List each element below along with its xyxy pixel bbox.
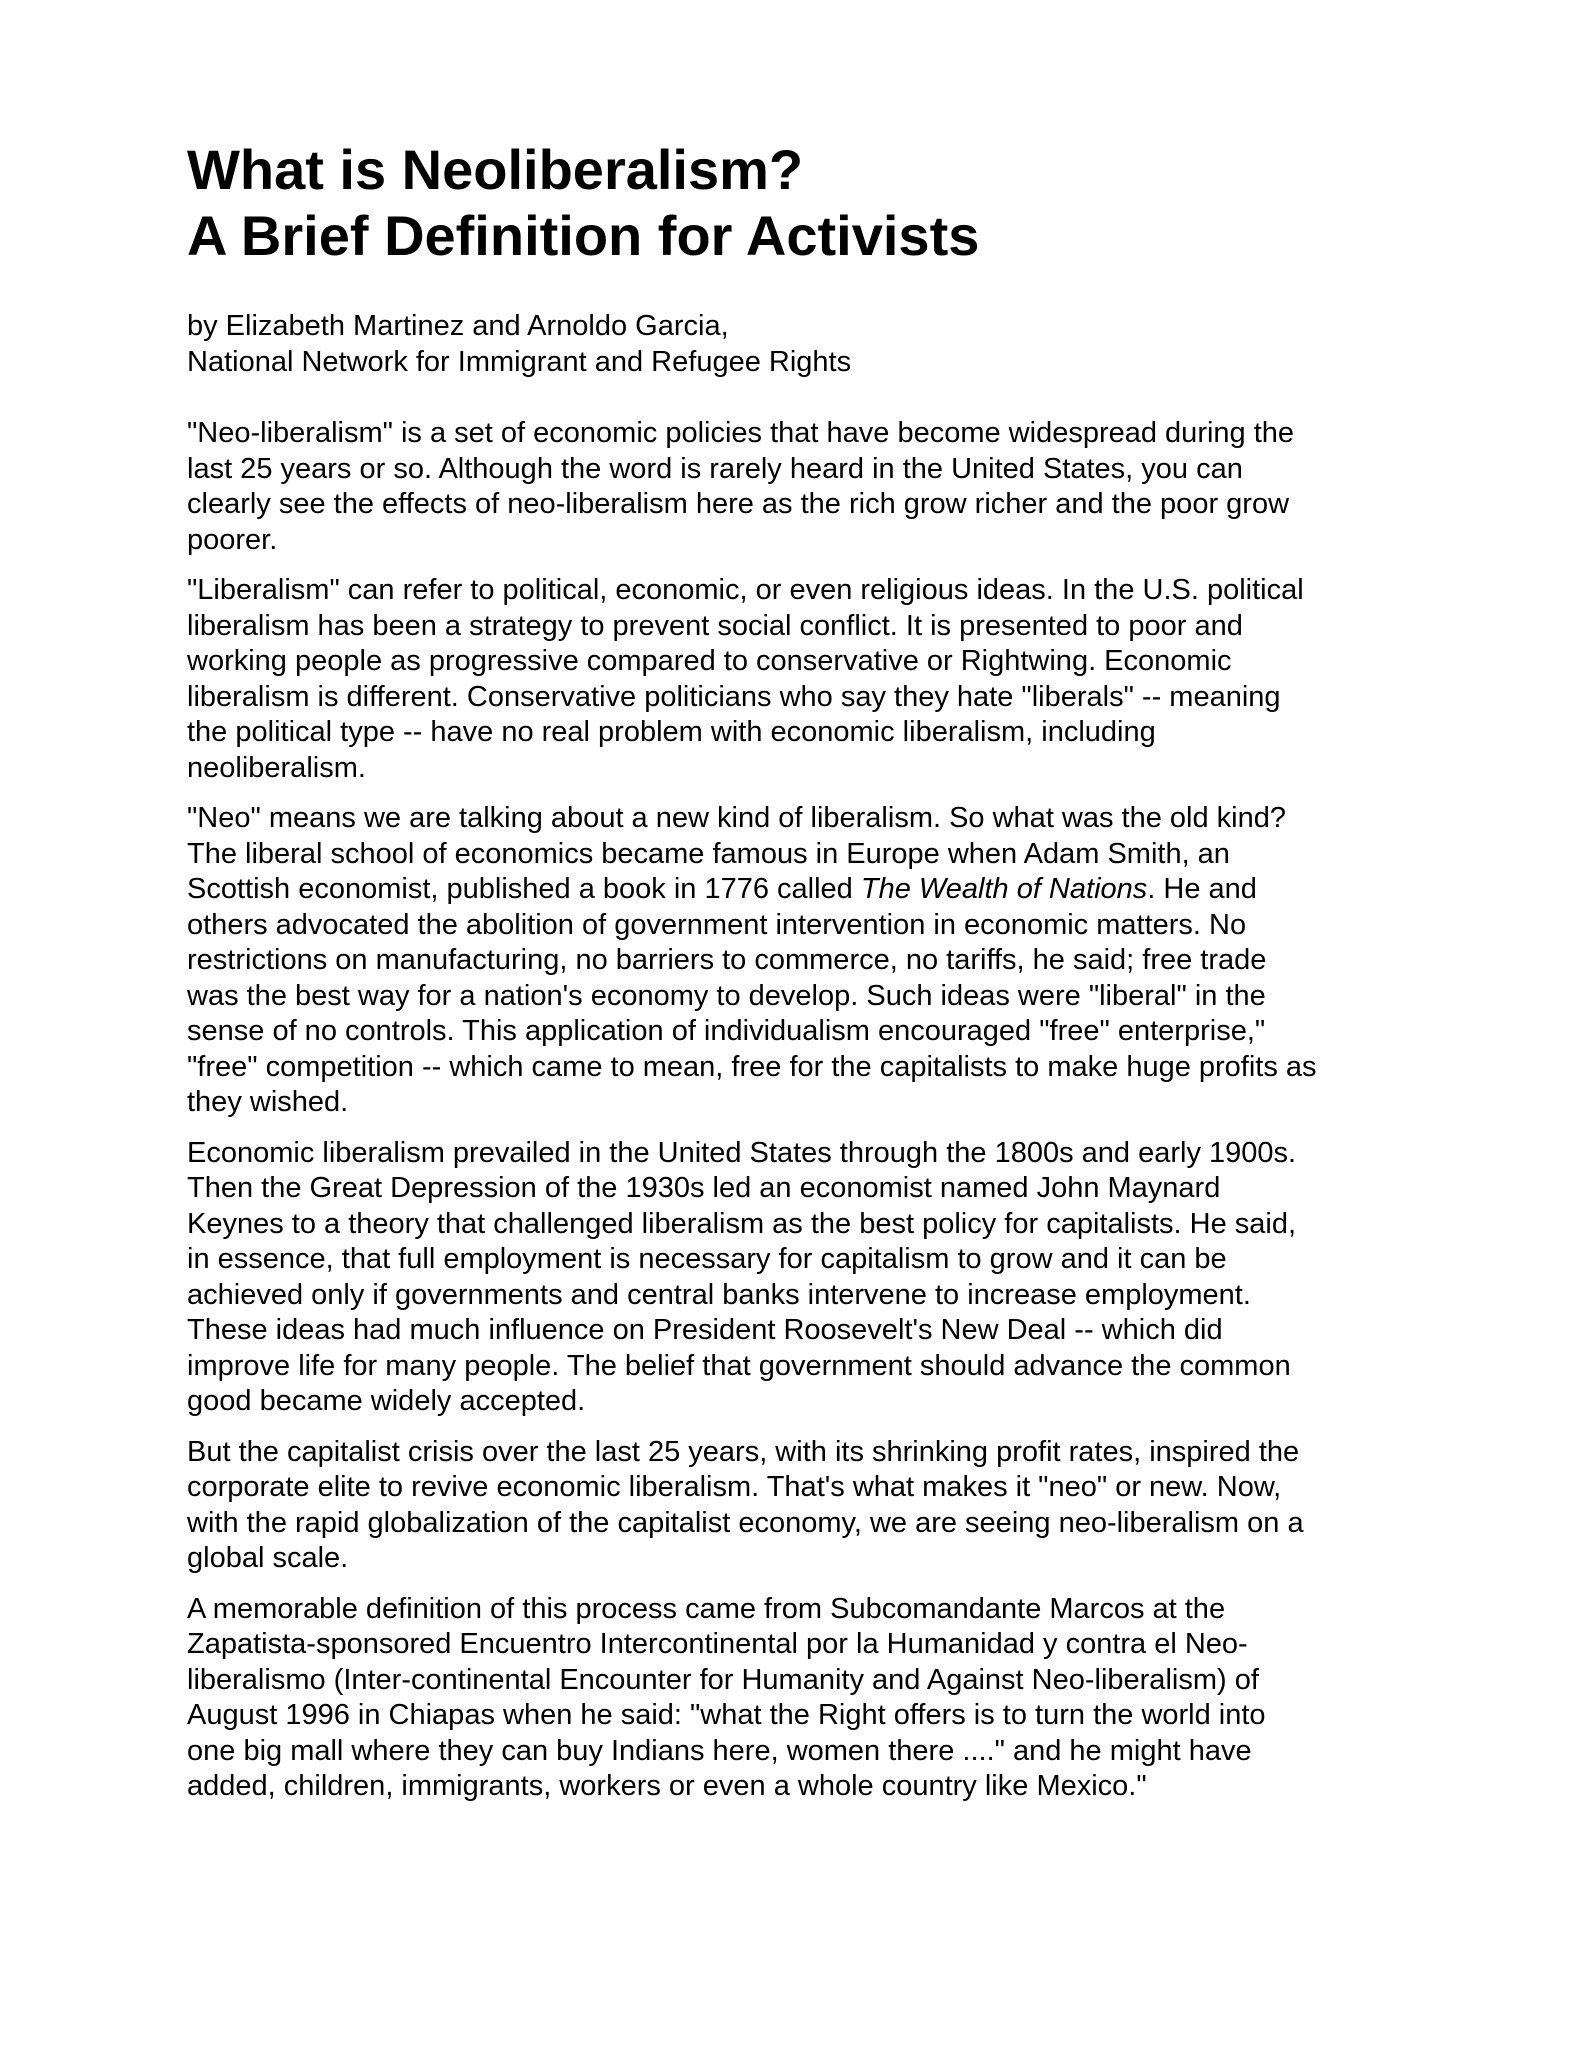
text-line: neoliberalism. <box>187 751 366 784</box>
title-line-1: What is Neoliberalism? <box>187 138 804 201</box>
text-line: corporate elite to revive economic liberalism. That's what makes it "neo" or new. Now, <box>187 1471 1282 1503</box>
byline <box>187 309 1447 380</box>
text-line: sense of no controls. This application of individualism encouraged "free" enterprise," <box>187 1015 1266 1047</box>
paragraph-6 <box>187 1592 1447 1805</box>
text-line: one big mall where they can buy Indians here, women there ...." and he might have <box>187 1734 1252 1767</box>
text-line: "Liberalism" can refer to political, economic, or even religious ideas. In the U.S. political <box>187 574 1304 606</box>
text-line: Keynes to a theory that challenged liberalism as the best policy for capitalists. He said, <box>187 1207 1297 1240</box>
text-line: working people as progressive compared to conservative or Rightwing. Economic <box>187 645 1232 677</box>
paragraph-3 <box>187 801 1447 1121</box>
text-line: Zapatista-sponsored Encuentro Intercontinental por la Humanidad y contra el Neo- <box>187 1628 1248 1660</box>
paragraph-4 <box>187 1136 1447 1420</box>
text-line: Economic liberalism prevailed in the United States through the 1800s and early 1900s. <box>187 1136 1297 1169</box>
text-line: poorer. <box>187 523 278 556</box>
text-line: liberalismo (Inter-continental Encounter for Humanity and Against Neo-liberalism) of <box>187 1663 1259 1696</box>
text-line: These ideas had much influence on President Roosevelt's New Deal -- which did <box>187 1314 1223 1346</box>
text-line: But the capitalist crisis over the last 25 years, with its shrinking profit rates, inspired the <box>187 1435 1300 1468</box>
paragraph-5 <box>187 1435 1447 1577</box>
text-line: last 25 years or so. Although the word is rarely heard in the United States, you can <box>187 452 1243 485</box>
text-line: August 1996 in Chiapas when he said: "what the Right offers is to turn the world into <box>187 1699 1266 1731</box>
text-line: liberalism is different. Conservative politicians who say they hate "liberals" -- meaning <box>187 680 1281 713</box>
text-line: A memorable definition of this process came from Subcomandante Marcos at the <box>187 1592 1226 1625</box>
title-line-2: A Brief Definition for Activists <box>187 204 980 267</box>
document-title <box>187 137 1447 269</box>
text-line: restrictions on manufacturing, no barriers to commerce, no tariffs, he said; free trade <box>187 944 1267 976</box>
byline-organization: National Network for Immigrant and Refugee Rights <box>187 345 852 378</box>
text-line-with-book-title <box>187 872 1447 908</box>
text-line: liberalism has been a strategy to prevent social conflict. It is presented to poor and <box>187 609 1243 642</box>
text-line: achieved only if governments and central banks intervene to increase employment. <box>187 1278 1251 1311</box>
text-line: was the best way for a nation's economy to develop. Such ideas were "liberal" in the <box>187 979 1266 1012</box>
text-line: clearly see the effects of neo-liberalism here as the rich grow richer and the poor grow <box>187 488 1290 520</box>
text-line: they wished. <box>187 1086 349 1118</box>
text-line: "free" competition -- which came to mean, free for the capitalists to make huge profits as <box>187 1050 1317 1083</box>
text-line: others advocated the abolition of government intervention in economic matters. No <box>187 908 1247 941</box>
text-line: global scale. <box>187 1542 349 1574</box>
text-line: good became widely accepted. <box>187 1385 586 1417</box>
text-line: improve life for many people. The belief that government should advance the common <box>187 1349 1291 1382</box>
text-fragment: . He and <box>1147 873 1257 905</box>
text-line: the political type -- have no real problem with economic liberalism, including <box>187 716 1156 748</box>
document-page <box>187 137 1447 1820</box>
paragraph-1 <box>187 416 1447 558</box>
article-body <box>187 416 1447 1805</box>
byline-authors: by Elizabeth Martinez and Arnoldo Garcia, <box>187 310 729 342</box>
text-line: with the rapid globalization of the capitalist economy, we are seeing neo-liberalism on a <box>187 1506 1304 1539</box>
text-line: "Neo" means we are talking about a new kind of liberalism. So what was the old kind? <box>187 802 1287 834</box>
book-title-italic: The Wealth of Nations <box>860 873 1148 905</box>
text-line: in essence, that full employment is necessary for capitalism to grow and it can be <box>187 1243 1227 1275</box>
text-line: "Neo-liberalism" is a set of economic policies that have become widespread during the <box>187 417 1295 449</box>
text-fragment: Scottish economist, published a book in 1776 called <box>187 873 861 905</box>
paragraph-2 <box>187 573 1447 786</box>
text-line: Then the Great Depression of the 1930s led an economist named John Maynard <box>187 1172 1221 1204</box>
text-line: added, children, immigrants, workers or even a whole country like Mexico." <box>187 1770 1147 1802</box>
text-line: The liberal school of economics became famous in Europe when Adam Smith, an <box>187 837 1230 870</box>
